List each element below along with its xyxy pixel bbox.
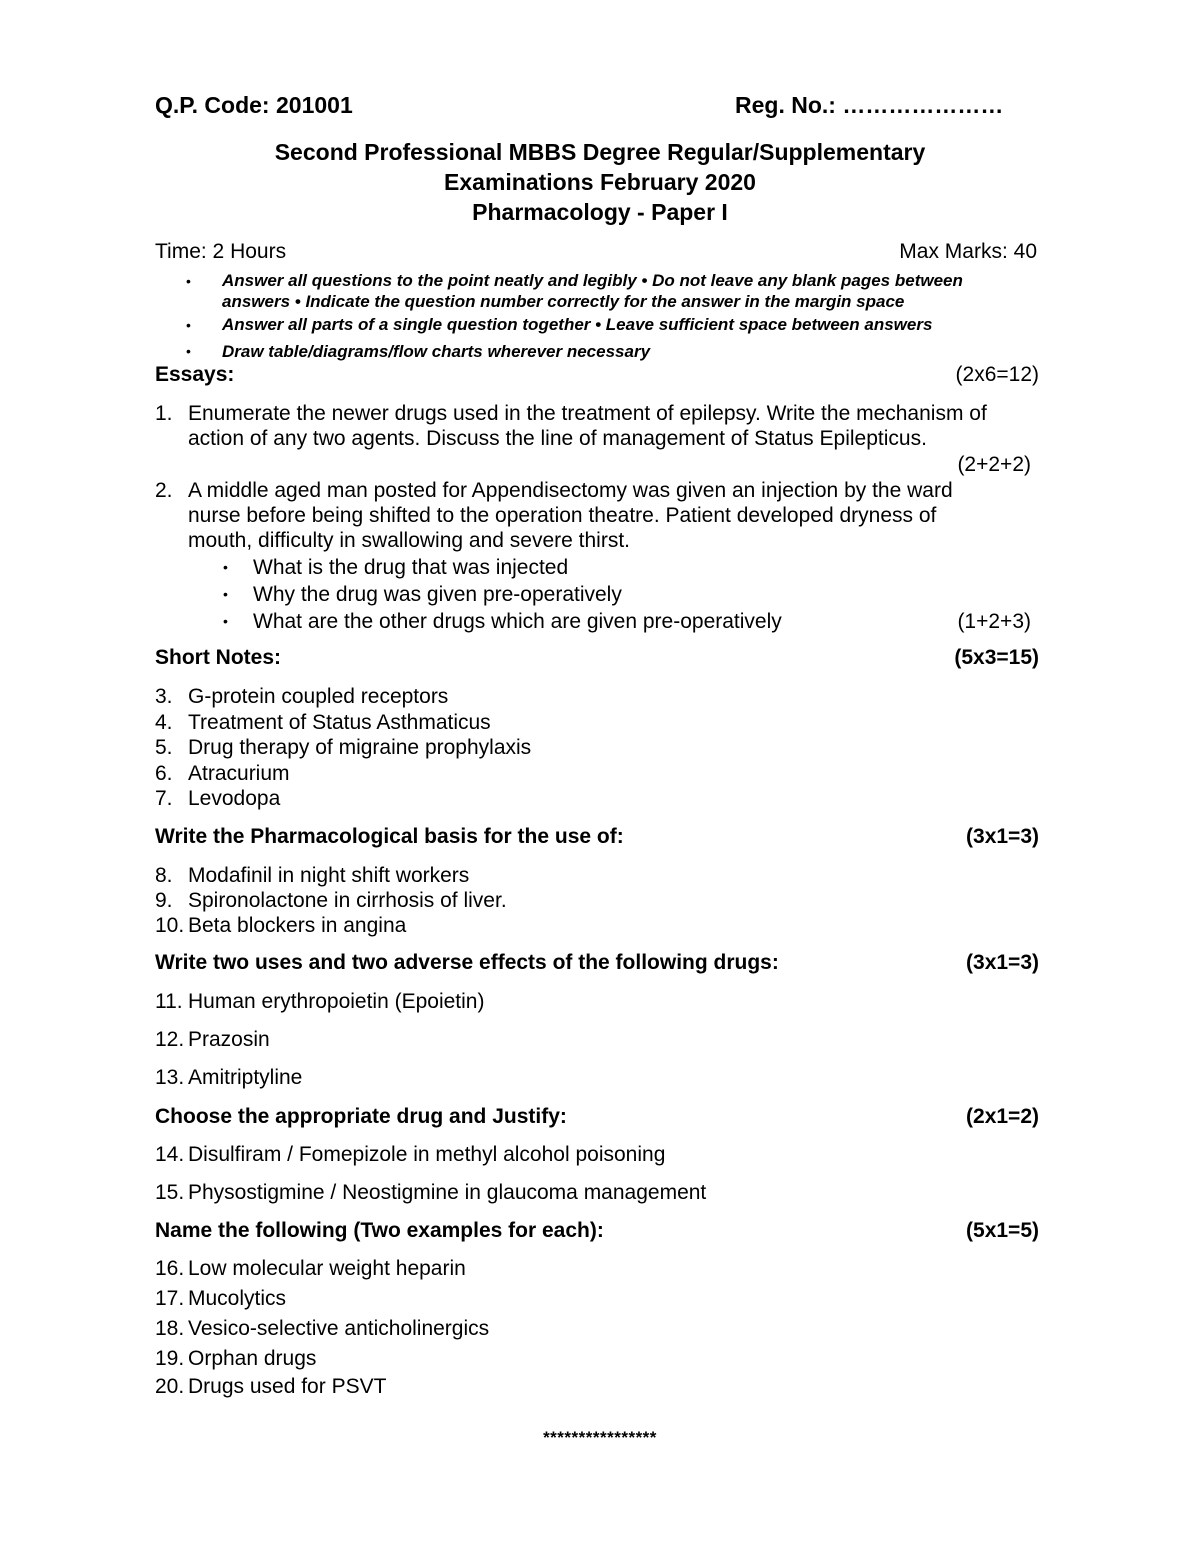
bullet-icon: •	[223, 613, 228, 629]
sub-question: Why the drug was given pre-operatively	[253, 583, 622, 606]
question-text: mouth, difficulty in swallowing and severe thirst.	[188, 529, 630, 552]
section-heading-short-notes: Short Notes:	[155, 646, 281, 669]
bullet-icon: •	[186, 317, 191, 333]
max-marks-label: Max Marks: 40	[899, 240, 1037, 263]
instruction-line: answers • Indicate the question number correctly for the answer in the margin space	[222, 292, 905, 311]
question-text: Treatment of Status Asthmaticus	[188, 711, 491, 734]
question-number: 18.	[155, 1317, 185, 1340]
sub-question: What is the drug that was injected	[253, 556, 569, 579]
section-marks: (3x1=3)	[966, 951, 1039, 974]
question-text: Atracurium	[188, 762, 290, 785]
question-number: 15.	[155, 1181, 185, 1204]
question-text: Disulfiram / Fomepizole in methyl alcohol poisoning	[188, 1143, 666, 1166]
time-label: Time: 2 Hours	[155, 240, 287, 263]
question-number: 16.	[155, 1257, 185, 1280]
question-text: Amitriptyline	[188, 1066, 303, 1089]
question-text: Prazosin	[188, 1028, 270, 1051]
question-number: 3.	[155, 685, 173, 708]
question-number: 9.	[155, 889, 173, 912]
question-number: 13.	[155, 1066, 185, 1089]
section-marks: (2x1=2)	[966, 1105, 1039, 1128]
question-number: 5.	[155, 736, 173, 759]
exam-title: Second Professional MBBS Degree Regular/Supplementary	[274, 139, 926, 165]
bullet-icon: •	[186, 273, 191, 289]
question-number: 14.	[155, 1143, 185, 1166]
section-heading-pharm-basis: Write the Pharmacological basis for the use of:	[155, 825, 624, 848]
question-text: A middle aged man posted for Appendisectomy was given an injection by the ward	[188, 479, 953, 502]
question-text: Drug therapy of migraine prophylaxis	[188, 736, 532, 759]
question-text: Mucolytics	[188, 1287, 287, 1310]
section-marks: (2x6=12)	[955, 363, 1039, 386]
question-text: action of any two agents. Discuss the line of management of Status Epilepticus.	[188, 427, 927, 450]
section-marks: (5x3=15)	[954, 646, 1039, 669]
question-number: 12.	[155, 1028, 185, 1051]
bullet-icon: •	[223, 586, 228, 602]
end-marker: ****************	[543, 1428, 657, 1447]
question-text: Human erythropoietin (Epoietin)	[188, 990, 485, 1013]
question-number: 10.	[155, 914, 185, 937]
section-marks: (5x1=5)	[966, 1219, 1039, 1242]
paper-title: Pharmacology - Paper I	[472, 199, 728, 225]
question-text: Orphan drugs	[188, 1347, 317, 1370]
question-number: 6.	[155, 762, 173, 785]
essays-heading-text: Essays:	[155, 363, 235, 386]
question-text: nurse before being shifted to the operation theatre. Patient developed dryness of	[188, 504, 937, 527]
question-number: 7.	[155, 787, 173, 810]
section-heading-uses-adverse: Write two uses and two adverse effects of the following drugs:	[155, 951, 779, 974]
question-text: Physostigmine / Neostigmine in glaucoma management	[188, 1181, 707, 1204]
question-number: 8.	[155, 864, 173, 887]
question-text: Enumerate the newer drugs used in the treatment of epilepsy. Write the mechanism of	[188, 402, 987, 425]
question-text: G-protein coupled receptors	[188, 685, 449, 708]
question-number: 20.	[155, 1375, 185, 1398]
question-marks: (2+2+2)	[957, 453, 1031, 476]
question-number: 4.	[155, 711, 173, 734]
bullet-icon: •	[186, 343, 191, 359]
section-heading-choose: Choose the appropriate drug and Justify:	[155, 1105, 567, 1128]
instruction-line: Answer all parts of a single question together • Leave sufficient space between answers	[222, 315, 933, 334]
question-text: Spironolactone in cirrhosis of liver.	[188, 889, 507, 912]
bullet-icon: •	[223, 559, 228, 575]
exam-session: Examinations February 2020	[444, 169, 756, 195]
question-text: Drugs used for PSVT	[188, 1375, 387, 1398]
reg-no: Reg. No.: …………………	[735, 92, 1004, 118]
sub-question: What are the other drugs which are given pre-operatively	[253, 610, 782, 633]
question-text: Vesico-selective anticholinergics	[188, 1317, 490, 1340]
question-number: 11.	[155, 990, 183, 1013]
question-number: 19.	[155, 1347, 185, 1370]
question-text: Levodopa	[188, 787, 281, 810]
section-heading-name-following: Name the following (Two examples for each):	[155, 1219, 604, 1242]
question-number: 2.	[155, 479, 173, 502]
question-marks: (1+2+3)	[957, 610, 1031, 633]
question-number: 17.	[155, 1287, 185, 1310]
qp-code: Q.P. Code: 201001	[155, 92, 353, 118]
question-text: Low molecular weight heparin	[188, 1257, 466, 1280]
instruction-line: Answer all questions to the point neatly and legibly • Do not leave any blank pages between	[222, 271, 963, 290]
question-number: 1.	[155, 402, 173, 425]
instruction-line: Draw table/diagrams/flow charts wherever necessary	[222, 342, 651, 361]
question-text: Beta blockers in angina	[188, 914, 407, 937]
section-marks: (3x1=3)	[966, 825, 1039, 848]
section-heading-essays	[155, 363, 234, 387]
question-text: Modafinil in night shift workers	[188, 864, 470, 887]
